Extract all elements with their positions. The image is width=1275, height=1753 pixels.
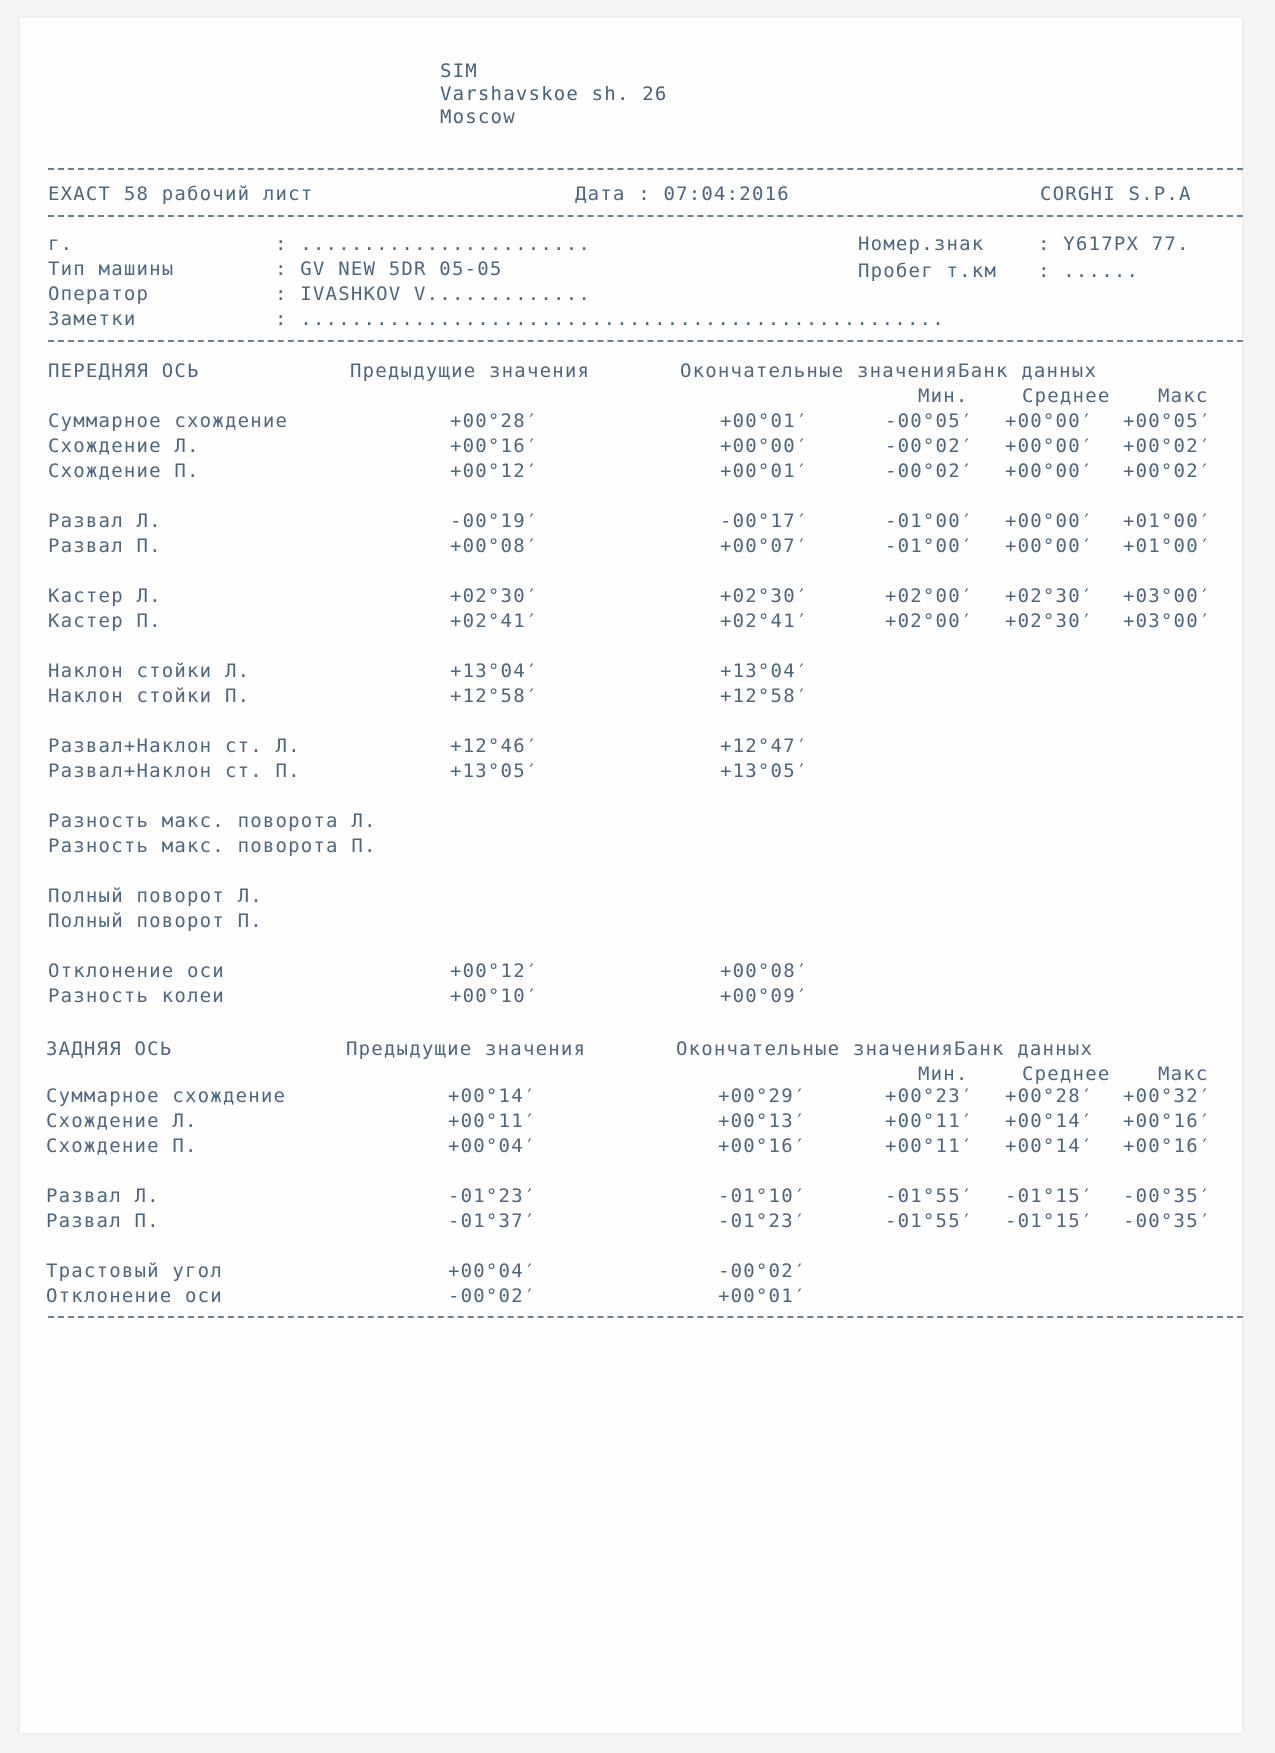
previous-value: +00°11′ [448, 1110, 537, 1132]
machine-maker: CORGHI S.P.A [1040, 183, 1192, 205]
bank-min-value: -01°55′ [885, 1210, 974, 1232]
final-value: +00°09′ [720, 985, 809, 1007]
previous-value: +00°08′ [450, 535, 539, 557]
operator-value: : IVASHKOV V............. [275, 283, 591, 305]
final-value: +12°58′ [720, 685, 809, 707]
company-city: Moscow [440, 106, 516, 128]
bank-average-value: -01°15′ [1005, 1210, 1094, 1232]
bank-max-value: +03°00′ [1123, 610, 1212, 632]
front-col-final: Окончательные значенияБанк данных [680, 360, 1098, 382]
final-value: +12°47′ [720, 735, 809, 757]
bank-max-value: +00°16′ [1123, 1110, 1212, 1132]
bank-max-value: +00°02′ [1123, 460, 1212, 482]
dashed-divider [48, 168, 1243, 170]
final-value: +00°01′ [720, 460, 809, 482]
previous-value: +00°14′ [448, 1085, 537, 1107]
company-address: Varshavskoe sh. 26 [440, 83, 668, 105]
mileage-value: : ...... [1038, 260, 1140, 282]
mileage-label: Пробег т.км [858, 260, 998, 282]
measurement-label: Разность макс. поворота П. [48, 835, 377, 857]
measurement-label: Развал Л. [48, 510, 162, 532]
previous-value: +00°12′ [450, 960, 539, 982]
bank-min-value: +00°11′ [885, 1110, 974, 1132]
previous-value: +00°12′ [450, 460, 539, 482]
bank-average-value: +00°14′ [1005, 1135, 1094, 1157]
final-value: -01°23′ [718, 1210, 807, 1232]
bank-max-value: +00°02′ [1123, 435, 1212, 457]
rear-col-min: Мин. [918, 1063, 969, 1085]
plate-value: : Y617PX 77. [1038, 233, 1190, 255]
measurement-label: Полный поворот Л. [48, 885, 263, 907]
previous-value: +13°05′ [450, 760, 539, 782]
final-value: +00°16′ [718, 1135, 807, 1157]
rear-col-final: Окончательные значенияБанк данных [676, 1038, 1094, 1060]
measurement-label: Разность колеи [48, 985, 225, 1007]
rear-col-avg: Среднее [1022, 1063, 1111, 1085]
bank-max-value: +00°32′ [1123, 1085, 1212, 1107]
previous-value: -00°02′ [448, 1285, 537, 1307]
front-axle-title: ПЕРЕДНЯЯ ОСЬ [48, 360, 200, 382]
final-value: +00°07′ [720, 535, 809, 557]
measurement-label: Кастер П. [48, 610, 162, 632]
bank-average-value: +02°30′ [1005, 585, 1094, 607]
bank-average-value: +00°28′ [1005, 1085, 1094, 1107]
previous-value: +00°10′ [450, 985, 539, 1007]
final-value: +02°41′ [720, 610, 809, 632]
bank-min-value: +02°00′ [885, 610, 974, 632]
final-value: +00°13′ [718, 1110, 807, 1132]
sheet-date: Дата : 07:04:2016 [575, 183, 790, 205]
bank-min-value: -01°00′ [885, 535, 974, 557]
previous-value: +02°41′ [450, 610, 539, 632]
measurement-label: Суммарное схождение [48, 410, 289, 432]
car-type-value: : GV NEW 5DR 05-05 [275, 258, 503, 280]
measurement-label: Развал П. [46, 1210, 160, 1232]
dashed-divider [48, 215, 1243, 217]
previous-value: +13°04′ [450, 660, 539, 682]
final-value: +13°05′ [720, 760, 809, 782]
final-value: +00°29′ [718, 1085, 807, 1107]
notes-label: Заметки [48, 308, 137, 330]
previous-value: -01°37′ [448, 1210, 537, 1232]
bank-min-value: -00°02′ [885, 460, 974, 482]
bank-average-value: -01°15′ [1005, 1185, 1094, 1207]
operator-label: Оператор [48, 283, 150, 305]
measurement-label: Отклонение оси [48, 960, 225, 982]
previous-value: +00°04′ [448, 1260, 537, 1282]
measurement-label: Схождение Л. [46, 1110, 198, 1132]
bank-min-value: +02°00′ [885, 585, 974, 607]
measurement-label: Схождение П. [46, 1135, 198, 1157]
final-value: +13°04′ [720, 660, 809, 682]
bank-max-value: +01°00′ [1123, 535, 1212, 557]
bank-max-value: +01°00′ [1123, 510, 1212, 532]
bank-min-value: -00°02′ [885, 435, 974, 457]
measurement-label: Разность макс. поворота Л. [48, 810, 377, 832]
notes-value: : ................................................... [275, 308, 945, 330]
bank-average-value: +00°00′ [1005, 460, 1094, 482]
measurement-label: Полный поворот П. [48, 910, 263, 932]
previous-value: +02°30′ [450, 585, 539, 607]
measurement-label: Развал Л. [46, 1185, 160, 1207]
bank-min-value: +00°23′ [885, 1085, 974, 1107]
dashed-divider [48, 340, 1243, 342]
measurement-label: Развал П. [48, 535, 162, 557]
bank-max-value: -00°35′ [1123, 1185, 1212, 1207]
measurement-label: Схождение П. [48, 460, 200, 482]
bank-max-value: +00°16′ [1123, 1135, 1212, 1157]
bank-average-value: +00°00′ [1005, 435, 1094, 457]
final-value: +00°08′ [720, 960, 809, 982]
previous-value: +00°16′ [450, 435, 539, 457]
bank-average-value: +00°00′ [1005, 535, 1094, 557]
bank-average-value: +00°00′ [1005, 510, 1094, 532]
front-col-min: Мин. [918, 385, 969, 407]
city-value: : ....................... [275, 233, 591, 255]
final-value: +02°30′ [720, 585, 809, 607]
bank-min-value: +00°11′ [885, 1135, 974, 1157]
bank-min-value: -01°00′ [885, 510, 974, 532]
measurement-label: Кастер Л. [48, 585, 162, 607]
bank-min-value: -00°05′ [885, 410, 974, 432]
final-value: +00°01′ [720, 410, 809, 432]
previous-value: +00°04′ [448, 1135, 537, 1157]
final-value: -00°02′ [718, 1260, 807, 1282]
measurement-label: Развал+Наклон ст. Л. [48, 735, 301, 757]
bank-min-value: -01°55′ [885, 1185, 974, 1207]
bank-average-value: +00°00′ [1005, 410, 1094, 432]
measurement-label: Наклон стойки П. [48, 685, 251, 707]
previous-value: +12°46′ [450, 735, 539, 757]
front-col-avg: Среднее [1022, 385, 1111, 407]
measurement-label: Суммарное схождение [46, 1085, 287, 1107]
dashed-divider [48, 1316, 1243, 1318]
previous-value: +00°28′ [450, 410, 539, 432]
final-value: -00°17′ [720, 510, 809, 532]
previous-value: -00°19′ [450, 510, 539, 532]
bank-max-value: -00°35′ [1123, 1210, 1212, 1232]
bank-average-value: +00°14′ [1005, 1110, 1094, 1132]
rear-col-prev: Предыдущие значения [346, 1038, 587, 1060]
rear-col-max: Макс [1158, 1063, 1209, 1085]
final-value: -01°10′ [718, 1185, 807, 1207]
rear-axle-title: ЗАДНЯЯ ОСЬ [46, 1038, 173, 1060]
final-value: +00°01′ [718, 1285, 807, 1307]
front-col-max: Макс [1158, 385, 1209, 407]
previous-value: -01°23′ [448, 1185, 537, 1207]
company-name: SIM [440, 60, 478, 82]
bank-max-value: +00°05′ [1123, 410, 1212, 432]
bank-average-value: +02°30′ [1005, 610, 1094, 632]
previous-value: +12°58′ [450, 685, 539, 707]
city-label: г. [48, 233, 74, 255]
front-col-prev: Предыдущие значения [350, 360, 591, 382]
measurement-label: Отклонение оси [46, 1285, 223, 1307]
plate-label: Номер.знак [858, 233, 985, 255]
measurement-label: Схождение Л. [48, 435, 200, 457]
measurement-label: Развал+Наклон ст. П. [48, 760, 301, 782]
measurement-label: Трастовый угол [46, 1260, 223, 1282]
final-value: +00°00′ [720, 435, 809, 457]
measurement-label: Наклон стойки Л. [48, 660, 251, 682]
car-type-label: Тип машины [48, 258, 175, 280]
bank-max-value: +03°00′ [1123, 585, 1212, 607]
sheet-title: EXACT 58 рабочий лист [48, 183, 314, 205]
